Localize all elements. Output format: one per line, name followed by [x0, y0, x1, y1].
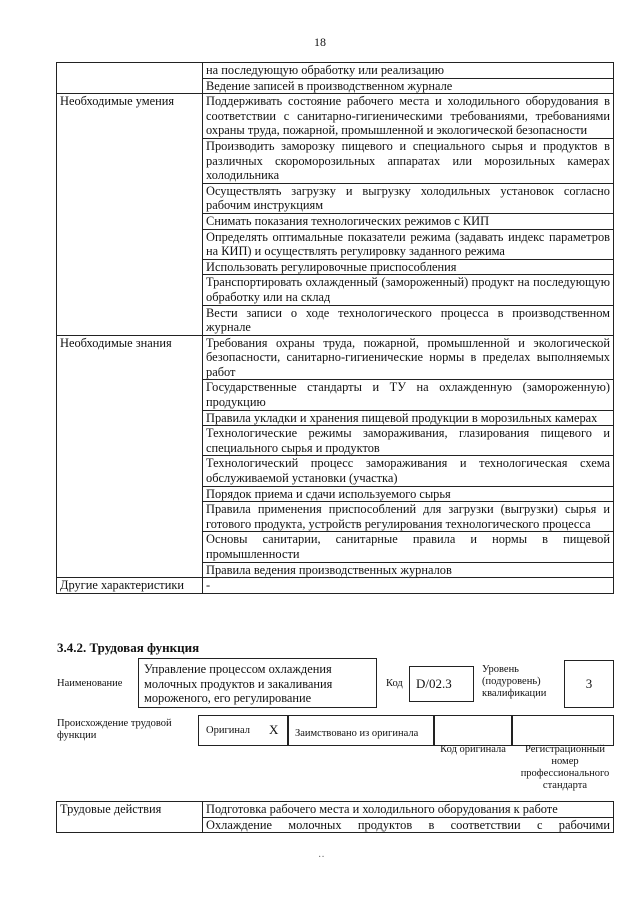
table-cell: Охлаждение молочных продуктов в соответствии с рабочими — [203, 817, 614, 833]
table-cell: Подготовка рабочего места и холодильного оборудования к работе — [203, 802, 614, 818]
table-cell: Поддерживать состояние рабочего места и холодильного оборудования в соответствии с санитарно-гигиеническими требованиями, требованиями охраны труда, пожарной, промышленной и экологической безопасности — [203, 94, 614, 139]
code-value-box: D/02.3 — [409, 666, 474, 702]
table-cell: Основы санитарии, санитарные правила и нормы в пищевой промышленности — [203, 532, 614, 562]
original-box — [198, 715, 288, 746]
table-cell: Технологический процесс замораживания и технологическая схема обслуживаемой установки (участка) — [203, 456, 614, 486]
table-cell: Транспортировать охлажденный (замороженный) продукт на последующую обработку или на склад — [203, 275, 614, 305]
table-cell: Снимать показания технологических режимов с КИП — [203, 213, 614, 229]
original-mark: X — [269, 722, 279, 737]
table-row — [57, 802, 614, 818]
table-cell: Осуществлять загрузку и выгрузку холодильных установок согласно рабочим инструкциям — [203, 183, 614, 213]
borrowed-box — [288, 715, 434, 746]
scan-mark: ·· — [318, 852, 325, 863]
reg-number-box — [512, 715, 614, 746]
table-row — [57, 63, 614, 79]
row-label-actions: Трудовые действия — [57, 802, 203, 833]
original-label: Оригинал — [206, 725, 250, 736]
page-number: 18 — [314, 35, 326, 49]
table-cell: Правила применения приспособлений для загрузки (выгрузки) сырья и готового продукта, устройств регулирования технологического процесса — [203, 502, 614, 532]
table-cell: Требования охраны труда, пожарной, промышленной и экологической безопасности, санитарно-гигиенические нормы в пределах выполняемых работ — [203, 335, 614, 380]
table-cell: Технологические режимы замораживания, глазирования пищевого и специального сырья и продуктов — [203, 426, 614, 456]
code-original-box — [434, 715, 512, 746]
table-cell: Производить заморозку пищевого и специального сырья и продуктов в различных скороморозильных аппаратах или морозильных камерах холодильника — [203, 138, 614, 183]
table-cell: Правила укладки и хранения пищевой продукции в морозильных камерах — [203, 410, 614, 426]
level-value-box: 3 — [564, 660, 614, 708]
labor-actions-table — [56, 801, 614, 833]
table-cell: Использовать регулировочные приспособления — [203, 259, 614, 275]
level-label: Уровень (подуровень) квалификации — [482, 664, 547, 699]
table-row — [57, 94, 614, 139]
origin-label: Происхождение трудовой функции — [57, 718, 172, 741]
table-cell: Вести записи о ходе технологического процесса в производственном журнале — [203, 305, 614, 335]
code-original-label: Код оригинала — [440, 744, 506, 755]
row-label-other: Другие характеристики — [57, 578, 203, 594]
table-row — [57, 335, 614, 380]
function-name-box: Управление процессом охлаждения молочных продуктов и закаливания мороженого, его регулирование — [138, 658, 377, 708]
table-cell: на последующую обработку или реализацию — [203, 63, 614, 79]
labor-function-table — [56, 62, 614, 594]
row-label — [57, 63, 203, 94]
table-cell: Правила ведения производственных журналов — [203, 562, 614, 578]
table-row — [57, 578, 614, 594]
row-label-knowledge: Необходимые знания — [57, 335, 203, 578]
code-label: Код — [386, 678, 403, 689]
table-cell: Государственные стандарты и ТУ на охлажденную (замороженную) продукцию — [203, 380, 614, 410]
reg-number-label: Регистрационный номер профессионального стандарта — [520, 744, 610, 791]
row-label-skills: Необходимые умения — [57, 94, 203, 336]
section-heading: 3.4.2. Трудовая функция — [57, 640, 200, 655]
table-cell: Порядок приема и сдачи используемого сырья — [203, 486, 614, 502]
name-label: Наименование — [57, 678, 123, 689]
table-cell: Ведение записей в производственном журнале — [203, 78, 614, 94]
table-cell: Определять оптимальные показатели режима (задавать индекс параметров на КИП) и осуществлять регулировку заданного режима — [203, 229, 614, 259]
borrowed-label: Заимствовано из оригинала — [295, 728, 419, 739]
table-cell: - — [203, 578, 614, 594]
